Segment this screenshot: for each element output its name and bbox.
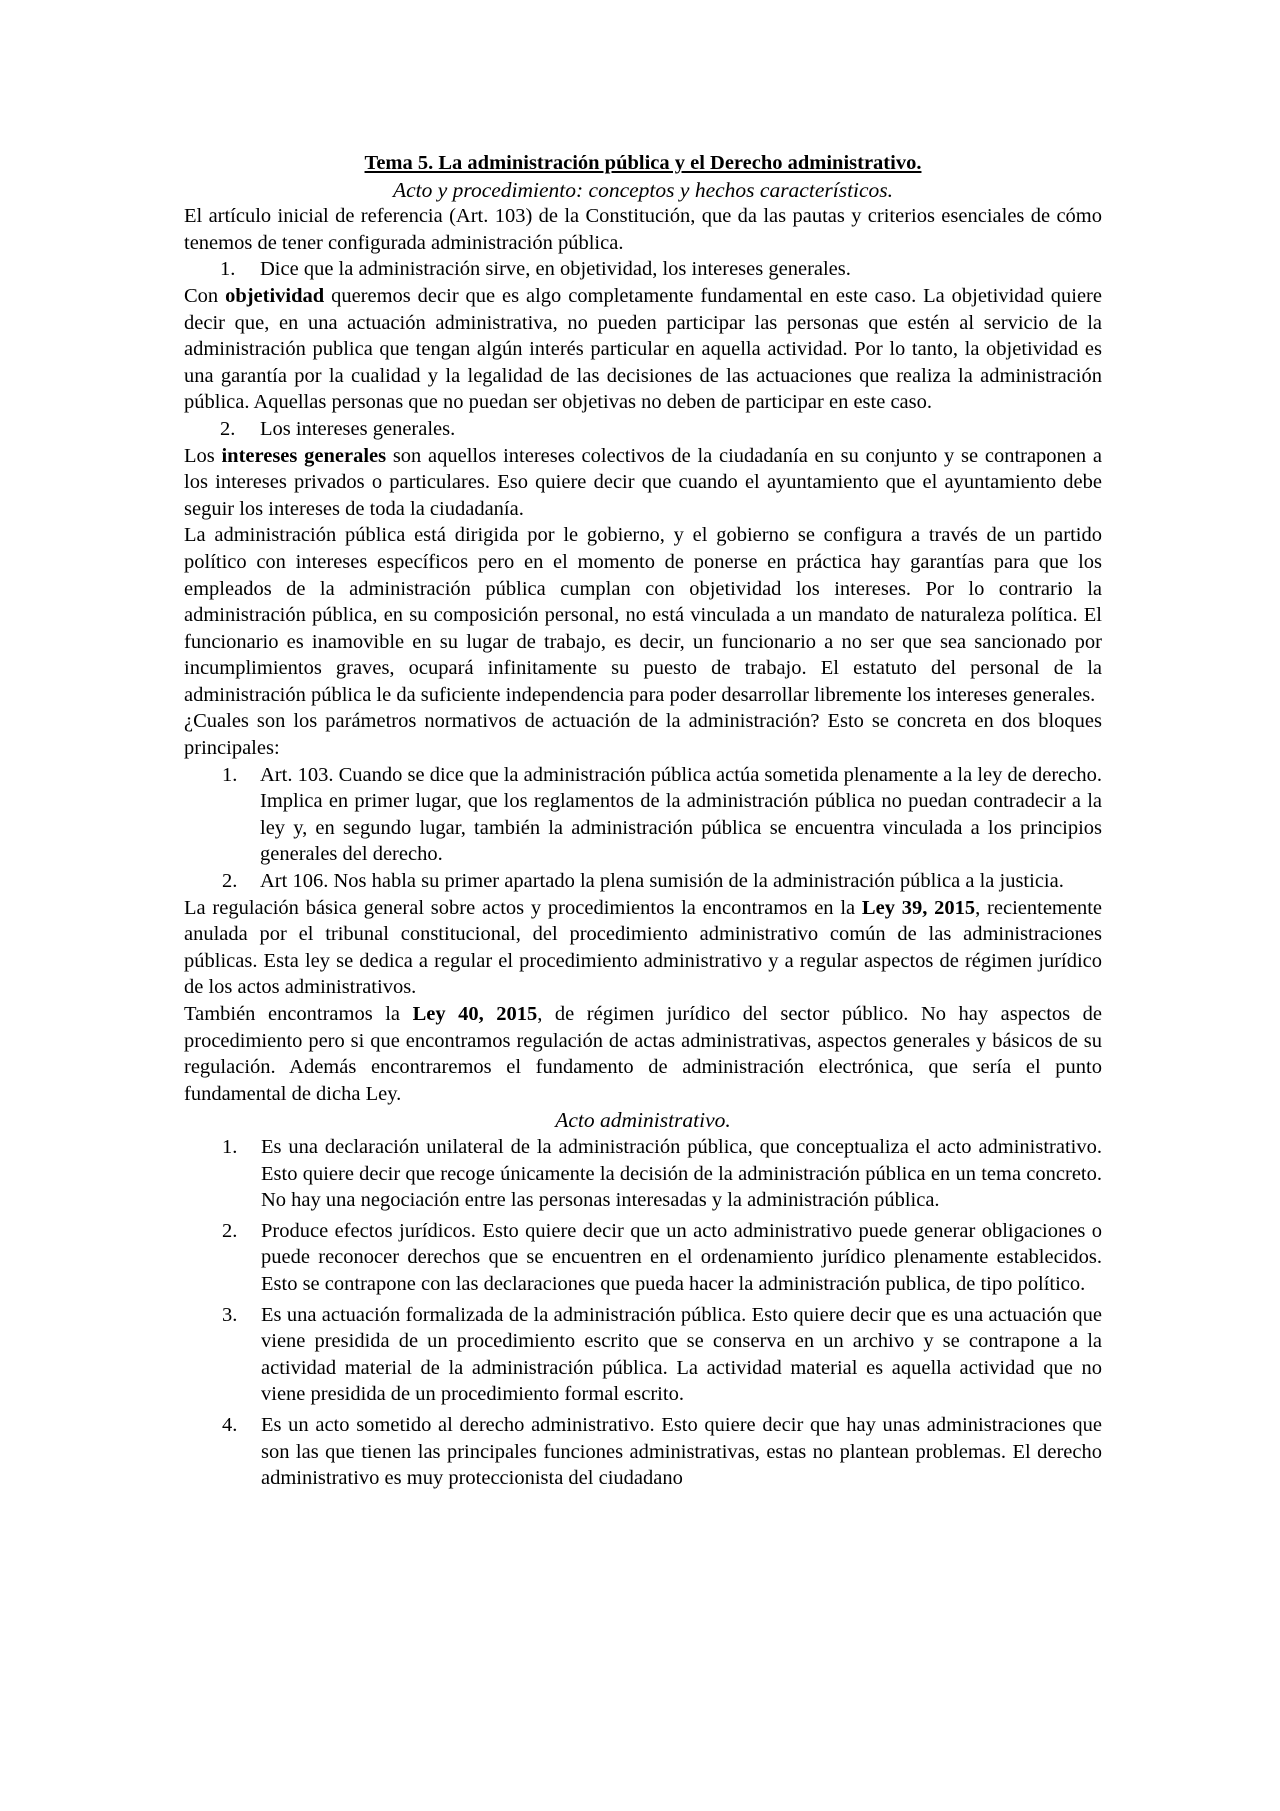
- document-subtitle: Acto y procedimiento: conceptos y hechos característicos.: [392, 177, 894, 202]
- list-item: [184, 868, 1102, 895]
- acto-list: [184, 1134, 1102, 1492]
- list-number: 4.: [222, 1413, 238, 1436]
- paragraph-lead: Con: [184, 284, 226, 307]
- paragraph-lead: Los: [184, 444, 222, 467]
- bold-term: Ley 40, 2015: [412, 1003, 538, 1025]
- list-text: Produce efectos jurídicos. Esto quiere decir que un acto administrativo puede generar obligaciones o puede reconocer derechos que se encuentren en el ordenamiento jurídico plenamente establecidos. Esto se contrapone con las declaraciones que pueda hacer la administración publica, de tipo político.: [261, 1219, 1102, 1295]
- bold-term: intereses generales: [221, 444, 387, 467]
- bloques-list: [184, 762, 1102, 895]
- list-item: [184, 762, 1102, 868]
- acto-heading: Acto administrativo.: [555, 1108, 731, 1133]
- list-number: 2.: [222, 1219, 238, 1242]
- list-item: [184, 1412, 1102, 1492]
- list-text: Es una actuación formalizada de la administración pública. Esto quiere decir que es una actuación que viene presidida de un procedimiento escrito que se conserva en un archivo y se contrapone a la actividad material de la administración pública. La actividad material es aquella actividad que no viene presidida de un procedimiento formal escrito.: [261, 1303, 1102, 1406]
- paragraph-lead: También encontramos la: [184, 1003, 413, 1025]
- point-list-1: [184, 256, 1102, 283]
- point-list-2: [184, 416, 1102, 443]
- intro-paragraph: El artículo inicial de referencia (Art. 103) de la Constitución, que da las pautas y criterios esenciales de cómo tenemos de tener configurada administración pública.: [184, 205, 1102, 254]
- list-number: 3.: [222, 1303, 238, 1326]
- bold-term: Ley 39, 2015: [861, 896, 976, 919]
- document-title: Tema 5. La administración pública y el Derecho administrativo.: [364, 152, 922, 174]
- list-number: 2.: [220, 417, 236, 440]
- list-item: [184, 1218, 1102, 1298]
- ley39-paragraph: [184, 895, 1102, 1001]
- list-text: Art 106. Nos habla su primer apartado la plena sumisión de la administración pública a la justicia.: [260, 870, 1064, 893]
- paragraph-rest: , de régimen jurídico del sector público. No hay aspectos de procedimiento pero si que encontramos regulación de actas administrativas, aspectos generales y básicos de su regulación. Además encontraremos el fundamento de administración electrónica, que sería el punto fundamental de dicha Ley.: [184, 1003, 1102, 1105]
- paragraph-rest: queremos decir que es algo completamente fundamental en este caso. La objetividad quiere decir que, en una actuación administrativa, no pueden participar las personas que estén al servicio de la administración publica que tengan algún interés particular en aquella actividad. Por lo tanto, la objetividad es una garantía por la cualidad y la legalidad de las decisiones de las actuaciones que realiza la administración pública. Aquellas personas que no puedan ser objetivas no deben de participar en este caso.: [184, 284, 1102, 414]
- paragraph-rest: son aquellos intereses colectivos de la ciudadanía en su conjunto y se contraponen a los intereses privados o particulares. Eso quiere decir que cuando el ayuntamiento que el ayuntamiento debe seguir los intereses de toda la ciudadanía.: [184, 444, 1102, 520]
- list-item: [184, 416, 1102, 443]
- intereses-paragraph: [184, 443, 1102, 523]
- list-number: 1.: [220, 258, 236, 281]
- question-paragraph: ¿Cuales son los parámetros normativos de actuación de la administración? Esto se concreta en dos bloques principales:: [184, 710, 1102, 760]
- list-item: [184, 1134, 1102, 1214]
- list-text: Es una declaración unilateral de la administración pública, que conceptualiza el acto administrativo. Esto quiere decir que recoge únicamente la decisión de la administración pública en un tema concreto. No hay una negociación entre las personas interesadas y la administración pública.: [261, 1135, 1102, 1212]
- objetividad-paragraph: [184, 283, 1102, 416]
- list-text: Art. 103. Cuando se dice que la administración pública actúa sometida plenamente a la ley de derecho. Implica en primer lugar, que los reglamentos de la administración pública no puedan contradecir a la ley y, en segundo lugar, también la administración pública se encuentra vinculada a los principios generales del derecho.: [260, 763, 1102, 866]
- list-text: Es un acto sometido al derecho administrativo. Esto quiere decir que hay unas administraciones que son las que tienen las principales funciones administrativas, estas no plantean problemas. El derecho administrativo es muy proteccionista del ciudadano: [261, 1413, 1102, 1490]
- paragraph-rest: , recientemente anulada por el tribunal constitucional, del procedimiento administrativo común de las administraciones públicas. Esta ley se dedica a regular el procedimiento administrativo y a regular aspectos de régimen jurídico de los actos administrativos.: [184, 896, 1103, 999]
- list-item: [184, 256, 1102, 283]
- list-text: Dice que la administración sirve, en objetividad, los intereses generales.: [260, 258, 851, 281]
- list-number: 1.: [222, 1135, 238, 1158]
- list-number: 1.: [222, 763, 238, 786]
- paragraph-lead: La regulación básica general sobre actos y procedimientos la encontramos en la: [184, 896, 862, 919]
- gobierno-paragraph: La administración pública está dirigida por le gobierno, y el gobierno se configura a través de un partido político con intereses específicos pero en el momento de ponerse en práctica hay garantías para que los empleados de la administración pública cumplan con objetividad los intereses. Por lo contrario la administración pública, en su composición personal, no está vinculada a un mandato de naturaleza política. El funcionario es inamovible en su lugar de trabajo, es decir, un funcionario a no ser que sea sancionado por incumplimientos graves, ocupará infinitamente su puesto de trabajo. El estatuto del personal de la administración pública le da suficiente independencia para poder desarrollar libremente los intereses generales.: [184, 524, 1102, 706]
- list-text: Los intereses generales.: [260, 417, 456, 440]
- list-number: 2.: [222, 870, 238, 893]
- ley40-paragraph: [184, 1001, 1102, 1107]
- list-item: [184, 1302, 1102, 1408]
- bold-term: objetividad: [225, 284, 325, 307]
